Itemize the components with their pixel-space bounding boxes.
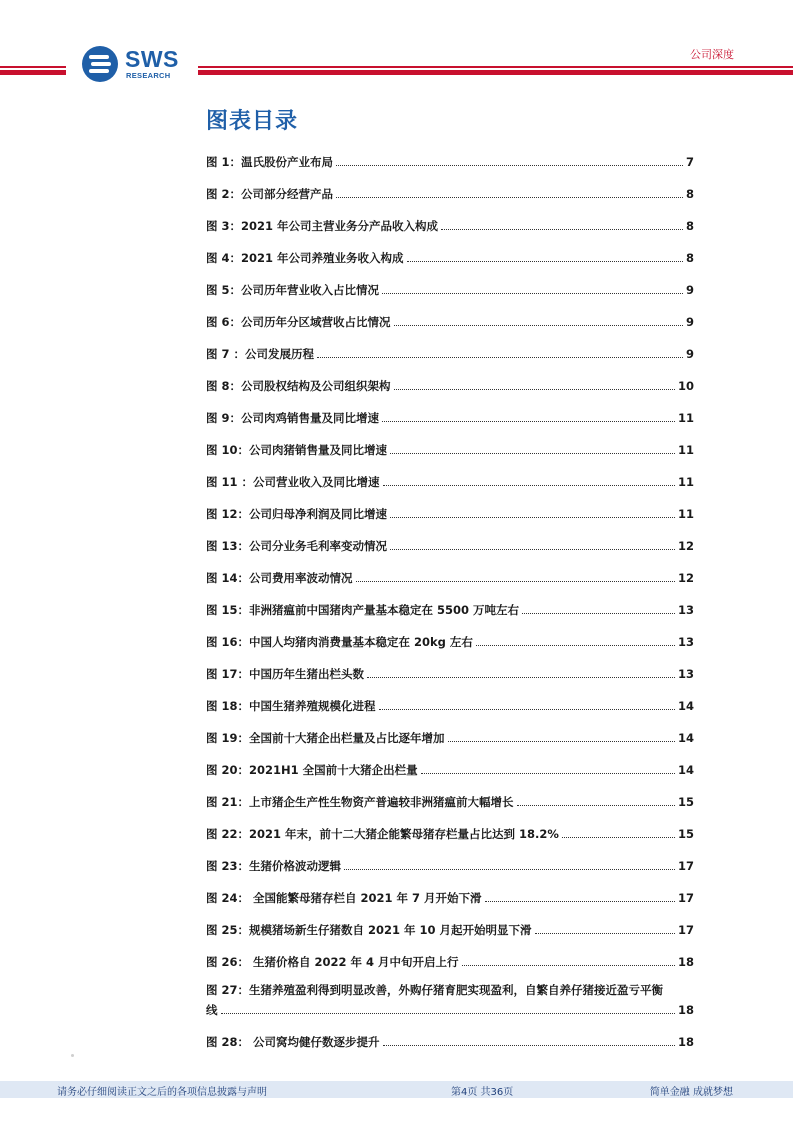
- toc-entry-page: 15: [677, 827, 694, 841]
- toc-entry-page: 11: [677, 475, 694, 489]
- toc-entry-label: 图 4：2021 年公司养殖业务收入构成: [206, 251, 404, 265]
- toc-entry-label: 图 26： 生猪价格自 2022 年 4 月中旬开启上行: [206, 955, 459, 969]
- dot-leader: [390, 517, 675, 518]
- toc-entry[interactable]: [206, 856, 694, 876]
- sws-logo: [80, 44, 192, 84]
- toc-entry-label: 图 11 ：公司营业收入及同比增速: [206, 475, 380, 489]
- dot-leader: [367, 677, 675, 678]
- toc-entry-label: 图 12：公司归母净利润及同比增速: [206, 507, 388, 521]
- logo-text: SWS: [125, 46, 179, 72]
- dot-leader: [336, 197, 683, 198]
- toc-entry-label: 图 19：全国前十大猪企出栏量及占比逐年增加: [206, 731, 445, 745]
- toc-entry-label: 图 9：公司肉鸡销售量及同比增速: [206, 411, 380, 425]
- dot-leader: [382, 293, 683, 294]
- dot-leader: [517, 805, 675, 806]
- toc-entry[interactable]: [206, 888, 694, 908]
- page-title: 图表目录: [206, 109, 299, 134]
- toc-entry-multiline[interactable]: [206, 980, 694, 1020]
- dot-leader: [441, 229, 683, 230]
- dot-leader: [535, 933, 675, 934]
- toc-entry-label: 图 10：公司肉猪销售量及同比增速: [206, 443, 388, 457]
- page-footer: [0, 1081, 793, 1098]
- toc-entry-page: 11: [677, 443, 694, 457]
- toc-entry-label: 图 8：公司股权结构及公司组织架构: [206, 379, 391, 393]
- toc-entry-label: 图 5：公司历年营业收入占比情况: [206, 283, 380, 297]
- toc-entry[interactable]: [206, 280, 694, 300]
- dot-leader: [390, 453, 675, 454]
- toc-entry[interactable]: [206, 568, 694, 588]
- dot-leader: [379, 709, 675, 710]
- toc-entry[interactable]: [206, 376, 694, 396]
- dot-leader: [522, 613, 675, 614]
- toc-entry[interactable]: [206, 472, 694, 492]
- dot-leader: [485, 901, 675, 902]
- toc-entry-label: 图 23：生猪价格波动逻辑: [206, 859, 342, 873]
- dot-leader: [562, 837, 675, 838]
- toc-entry-label: 图 22：2021 年末，前十二大猪企能繁母猪存栏量占比达到 18.2%: [206, 827, 559, 841]
- toc-entry[interactable]: [206, 344, 694, 364]
- dot-leader: [383, 1045, 675, 1046]
- dot-leader: [421, 773, 675, 774]
- dot-leader: [336, 165, 683, 166]
- toc-entry[interactable]: [206, 152, 694, 172]
- toc-entry-label: 图 14：公司费用率波动情况: [206, 571, 353, 585]
- toc-entry-page: 8: [685, 251, 694, 265]
- toc-entry[interactable]: [206, 600, 694, 620]
- dot-leader: [394, 389, 675, 390]
- toc-entry[interactable]: [206, 184, 694, 204]
- toc-entry-page: 8: [685, 187, 694, 201]
- toc-entry[interactable]: [206, 504, 694, 524]
- toc-entry[interactable]: [206, 728, 694, 748]
- toc-entry-page: 12: [677, 539, 694, 553]
- toc-entry-label: 图 7 ：公司发展历程: [206, 347, 315, 361]
- toc-entry-label: 图 17：中国历年生猪出栏头数: [206, 667, 365, 681]
- toc-entry-label: 图 28： 公司窝均健仔数逐步提升: [206, 1035, 380, 1049]
- toc-entry[interactable]: [206, 536, 694, 556]
- toc-entry-label: 图 15：非洲猪瘟前中国猪肉产量基本稳定在 5500 万吨左右: [206, 603, 520, 617]
- toc-entry-page: 12: [677, 571, 694, 585]
- toc-entry-page: 10: [677, 379, 694, 393]
- toc-entry-page: 17: [677, 923, 694, 937]
- toc-entry-label: 图 13：公司分业务毛利率变动情况: [206, 539, 388, 553]
- toc-entry-page: 13: [677, 603, 694, 617]
- header-rule-right: [198, 66, 793, 78]
- decorative-dot: [71, 1054, 74, 1057]
- toc-entry[interactable]: [206, 952, 694, 972]
- toc-entry-page: 18: [677, 1003, 694, 1017]
- toc-entry-page: 7: [685, 155, 694, 169]
- toc-entry-label: 图 18：中国生猪养殖规模化进程: [206, 699, 376, 713]
- toc-entry-page: 18: [677, 955, 694, 969]
- toc-entry-page: 18: [677, 1035, 694, 1049]
- logo-subtext: RESEARCH: [126, 71, 171, 80]
- toc-entry[interactable]: [206, 664, 694, 684]
- toc-entry[interactable]: [206, 440, 694, 460]
- toc-entry[interactable]: [206, 216, 694, 236]
- toc-entry-label: 图 16：中国人均猪肉消费量基本稳定在 20kg 左右: [206, 635, 473, 649]
- toc-entry[interactable]: [206, 248, 694, 268]
- dot-leader: [394, 325, 683, 326]
- toc-entry[interactable]: [206, 632, 694, 652]
- toc-entry-page: 11: [677, 507, 694, 521]
- footer-slogan: 简单金融 成就梦想: [649, 1087, 733, 1098]
- toc-entry[interactable]: [206, 1032, 694, 1052]
- dot-leader: [344, 869, 675, 870]
- toc-entry-label-cont: 线: [206, 1003, 218, 1017]
- dot-leader: [382, 421, 675, 422]
- toc-entry-page: 14: [677, 763, 694, 777]
- footer-page-info: 第4页 共36页: [451, 1087, 514, 1098]
- toc-entry-label: 图 3：2021 年公司主营业务分产品收入构成: [206, 219, 439, 233]
- report-type-label: 公司深度: [690, 48, 734, 61]
- toc-entry-label: 图 20：2021H1 全国前十大猪企出栏量: [206, 763, 418, 777]
- toc-entry-page: 14: [677, 731, 694, 745]
- dot-leader: [356, 581, 675, 582]
- toc-entry[interactable]: [206, 312, 694, 332]
- toc-entry[interactable]: [206, 824, 694, 844]
- dot-leader: [448, 741, 675, 742]
- toc-entry[interactable]: [206, 920, 694, 940]
- toc-entry-page: 13: [677, 635, 694, 649]
- toc-entry-label: 图 27：生猪养殖盈利得到明显改善，外购仔猪育肥实现盈利，自繁自养仔猪接近盈亏平衡: [206, 983, 664, 997]
- toc-entry[interactable]: [206, 696, 694, 716]
- toc-entry[interactable]: [206, 792, 694, 812]
- toc-entry-page: 17: [677, 891, 694, 905]
- toc-entry-label: 图 25：规模猪场新生仔猪数自 2021 年 10 月起开始明显下滑: [206, 923, 532, 937]
- toc-entry-page: 14: [677, 699, 694, 713]
- toc-entry-page: 9: [685, 283, 694, 297]
- toc-entry[interactable]: [206, 760, 694, 780]
- dot-leader: [390, 549, 675, 550]
- toc-entry[interactable]: [206, 408, 694, 428]
- toc-entry-label: 图 1：温氏股份产业布局: [206, 155, 334, 169]
- toc-entry-label: 图 21：上市猪企生产性生物资产普遍较非洲猪瘟前大幅增长: [206, 795, 514, 809]
- toc-entry-page: 9: [685, 315, 694, 329]
- header-rule-left: [0, 66, 66, 78]
- footer-disclaimer: 请务必仔细阅读正文之后的各项信息披露与声明: [57, 1087, 267, 1098]
- dot-leader: [383, 485, 675, 486]
- toc-entry-page: 9: [685, 347, 694, 361]
- toc-entry-label: 图 2：公司部分经营产品: [206, 187, 334, 201]
- sws-logo-icon: [80, 44, 120, 84]
- toc-entry-page: 11: [677, 411, 694, 425]
- dot-leader: [462, 965, 675, 966]
- toc-entry-label: 图 24： 全国能繁母猪存栏自 2021 年 7 月开始下滑: [206, 891, 482, 905]
- dot-leader: [476, 645, 675, 646]
- dot-leader: [407, 261, 683, 262]
- toc-entry-page: 13: [677, 667, 694, 681]
- dot-leader: [221, 1013, 675, 1014]
- toc-entry-page: 15: [677, 795, 694, 809]
- toc-entry-page: 8: [685, 219, 694, 233]
- dot-leader: [317, 357, 683, 358]
- toc-entry-page: 17: [677, 859, 694, 873]
- toc-entry-label: 图 6：公司历年分区域营收占比情况: [206, 315, 391, 329]
